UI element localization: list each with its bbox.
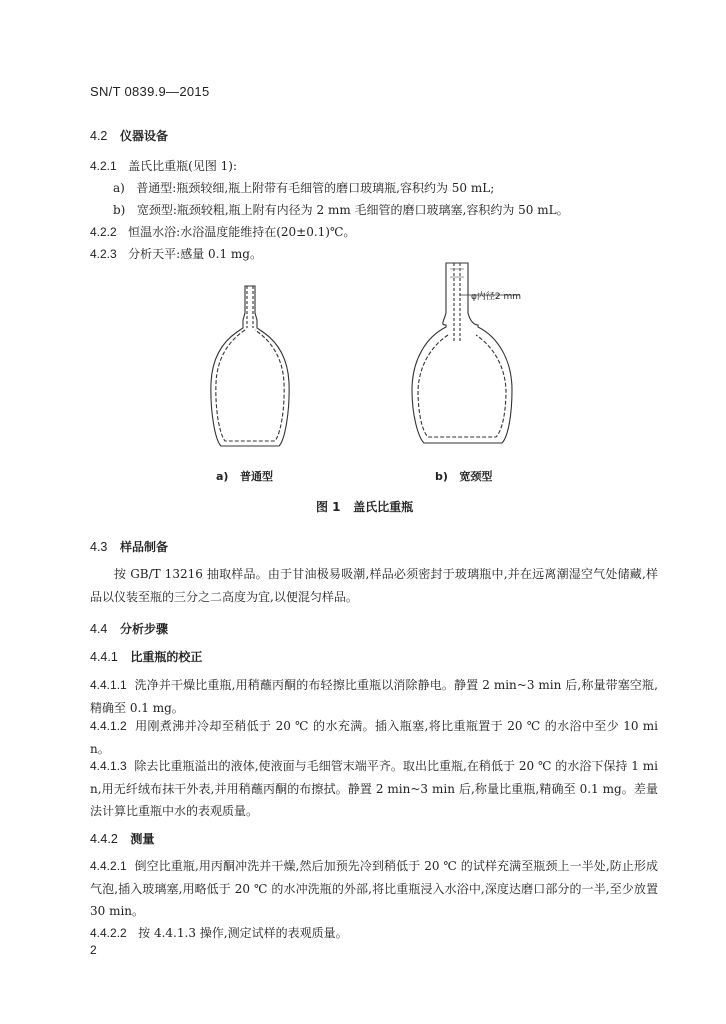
clause-4-4-1-2 bbox=[90, 715, 658, 760]
list-item-text: 宽颈型:瓶颈较粗,瓶上附有内径为 2 mm 毛细管的磨口玻璃塞,容积约为 50 mL。 bbox=[136, 203, 569, 217]
clause-number: 4.4.1.1 bbox=[90, 678, 127, 692]
caption-label: b) bbox=[435, 470, 448, 483]
figure-title-text: 盖氏比重瓶 bbox=[353, 500, 414, 514]
list-item-a bbox=[113, 179, 494, 196]
figure-title bbox=[316, 498, 413, 515]
clause-text: 除去比重瓶溢出的液体,使液面与毛细管末端平齐。取出比重瓶,在稍低于 20 ℃ 的水浴下保持 1 min,用无纤绒布抹干外表,并用稍蘸丙酮的布擦拭。静置 2 min~3 min 后,称量比重瓶,精确至 0.1 mg。差量法计算比重瓶中水的表观质量。 bbox=[90, 759, 659, 818]
clause-text: 盖氏比重瓶(见图 1): bbox=[128, 159, 238, 173]
subsection-number: 4.4.1 bbox=[90, 650, 118, 664]
subsection-title: 比重瓶的校正 bbox=[130, 650, 203, 664]
list-item-text: 普通型:瓶颈较细,瓶上附带有毛细管的磨口玻璃瓶,容积约为 50 mL; bbox=[136, 181, 495, 195]
section-title: 样品制备 bbox=[119, 540, 168, 554]
subsection-heading-4-4-2 bbox=[90, 830, 154, 847]
clause-4-2-2 bbox=[90, 223, 355, 240]
normal-flask-drawing bbox=[205, 278, 295, 458]
section-number: 4.3 bbox=[90, 540, 108, 554]
clause-4-4-1-1 bbox=[90, 674, 658, 719]
subsection-heading-4-4-1 bbox=[90, 648, 202, 665]
clause-4-4-2-1 bbox=[90, 855, 658, 923]
caption-text: 宽颈型 bbox=[459, 470, 493, 483]
paragraph-4-3: 按 GB/T 13216 抽取样品。由于甘油极易吸潮,样品必须密封于玻璃瓶中,并在远离潮湿空气处储藏,样品以仪装至瓶的三分之二高度为宜,以便混匀样品。 bbox=[90, 567, 658, 604]
section-title: 分析步骤 bbox=[119, 622, 168, 636]
list-item-b bbox=[113, 201, 569, 218]
section-heading-4-4 bbox=[90, 620, 168, 637]
clause-text: 恒温水浴:水浴温度能维持在(20±0.1)℃。 bbox=[128, 225, 356, 239]
clause-number: 4.2.2 bbox=[90, 225, 117, 239]
clause-text: 洗净并干燥比重瓶,用稍蘸丙酮的布轻擦比重瓶以消除静电。静置 2 min~3 min 后,称量带塞空瓶,精确至 0.1 mg。 bbox=[90, 678, 658, 715]
clause-number: 4.4.2.2 bbox=[90, 926, 127, 940]
section-heading-4-2 bbox=[90, 127, 168, 144]
clause-text: 按 4.4.1.3 操作,测定试样的表观质量。 bbox=[138, 926, 348, 940]
clause-4-4-1-3 bbox=[90, 755, 658, 823]
clause-text: 倒空比重瓶,用丙酮冲洗并干燥,然后加预先冷到稍低于 20 ℃ 的试样充满至瓶颈上一半处,防止形成气泡,插入玻璃塞,用略低于 20 ℃ 的水冲洗瓶的外部,将比重瓶浸入水浴中,深度达磨口部分的一半,至少放置 30 min。 bbox=[90, 859, 658, 918]
list-item-label: a) bbox=[113, 181, 125, 195]
subsection-number: 4.4.2 bbox=[90, 832, 118, 846]
clause-number: 4.4.1.2 bbox=[90, 719, 127, 733]
section-number: 4.2 bbox=[90, 129, 108, 143]
document-code: SN/T 0839.9—2015 bbox=[90, 84, 210, 99]
section-number: 4.4 bbox=[90, 622, 108, 636]
figure-caption-a bbox=[216, 468, 273, 484]
capillary-diameter-annotation: φ内径2 mm bbox=[471, 292, 522, 302]
clause-4-2-1 bbox=[90, 157, 237, 174]
caption-text: 普通型 bbox=[239, 470, 273, 483]
figure-caption-b bbox=[435, 468, 492, 484]
page-number: 2 bbox=[90, 943, 97, 957]
subsection-title: 测量 bbox=[130, 832, 155, 846]
clause-4-2-3 bbox=[90, 245, 262, 262]
clause-4-4-2-2 bbox=[90, 924, 348, 941]
clause-text: 用刚煮沸并冷却至稍低于 20 ℃ 的水充满。插入瓶塞,将比重瓶置于 20 ℃ 的水浴中至少 10 min。 bbox=[90, 719, 658, 756]
section-title: 仪器设备 bbox=[119, 129, 168, 143]
clause-number: 4.4.2.1 bbox=[90, 859, 127, 873]
caption-label: a) bbox=[216, 470, 229, 483]
clause-text: 分析天平:感量 0.1 mg。 bbox=[128, 247, 262, 261]
section-heading-4-3 bbox=[90, 538, 168, 555]
list-item-label: b) bbox=[113, 203, 126, 217]
wide-neck-flask-drawing bbox=[408, 255, 548, 460]
clause-number: 4.2.1 bbox=[90, 159, 117, 173]
clause-number: 4.2.3 bbox=[90, 247, 117, 261]
clause-number: 4.4.1.3 bbox=[90, 759, 127, 773]
figure-number: 图 1 bbox=[316, 500, 341, 514]
